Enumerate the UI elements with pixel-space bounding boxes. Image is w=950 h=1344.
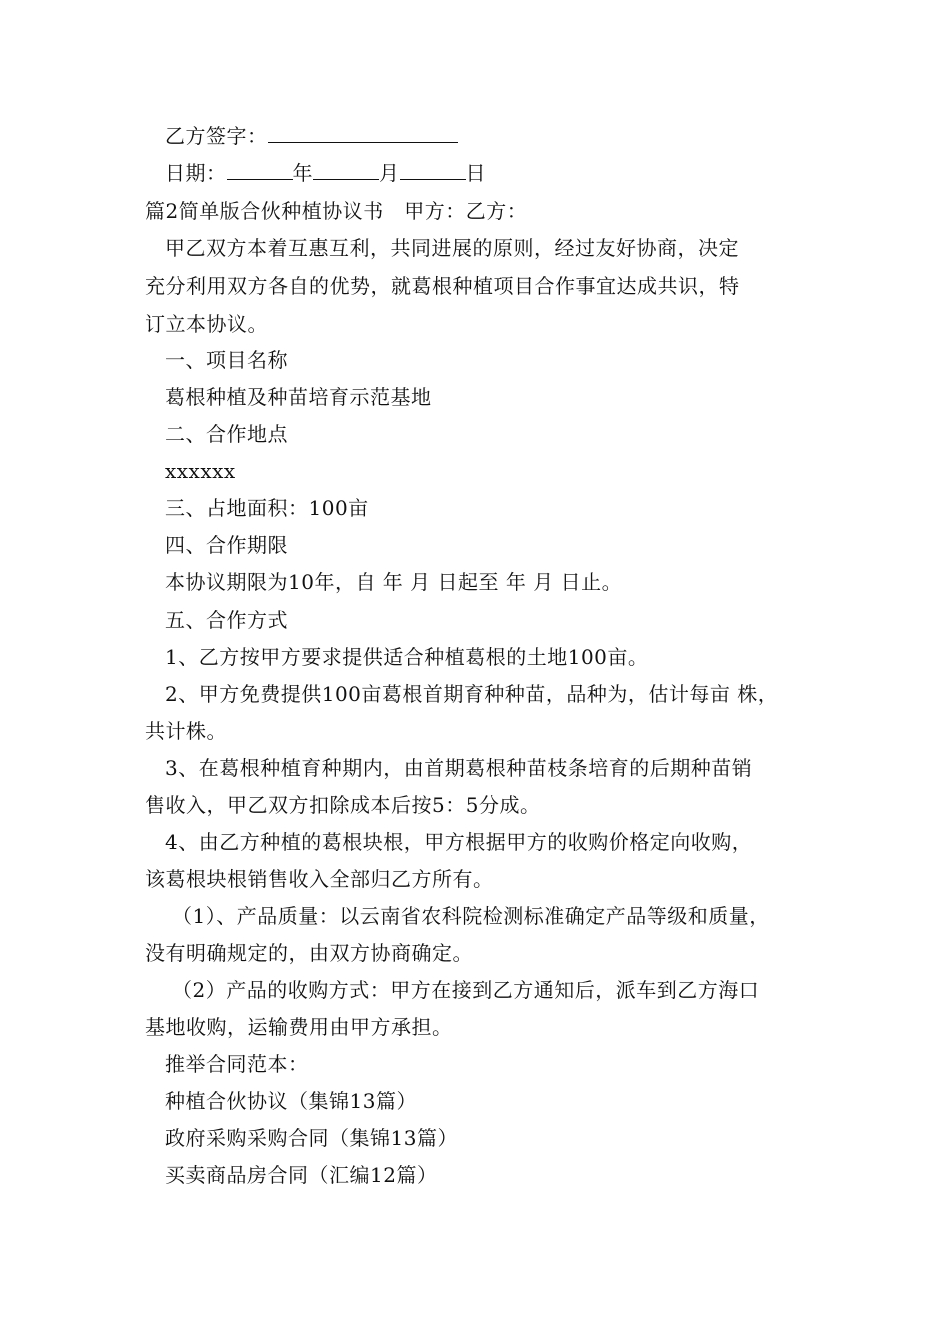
agreement-heading: 篇2简单版合伙种植协议书 甲方：乙方： (145, 199, 528, 223)
month-blank (313, 161, 379, 180)
subitem-2-line-1: （2）产品的收购方式：甲方在接到乙方通知后，派车到乙方海口 (172, 978, 760, 1002)
item-2-line-1: 2、甲方免费提供100亩葛根首期育种种苗，品种为，估计每亩 株， (165, 682, 779, 706)
section-4-title: 四、合作期限 (165, 533, 288, 557)
intro-line-2: 充分利用双方各自的优势，就葛根种植项目合作事宜达成共识，特 (145, 274, 740, 298)
subitem-1-line-1: （1）、产品质量：以云南省农科院检测标准确定产品等级和质量， (172, 904, 770, 928)
signature-blank (268, 124, 458, 143)
item-2-line-2: 共计株。 (145, 719, 227, 743)
section-1-body: 葛根种植及种苗培育示范基地 (165, 385, 432, 409)
month-label: 月 (379, 161, 400, 185)
section-5-title: 五、合作方式 (165, 608, 288, 632)
day-label: 日 (465, 161, 486, 185)
date-label: 日期： (165, 161, 227, 185)
year-label: 年 (292, 161, 313, 185)
section-3-title: 三、占地面积：100亩 (165, 496, 369, 520)
section-4-body: 本协议期限为10年，自 年 月 日起至 年 月 日止。 (165, 570, 623, 594)
intro-line-1: 甲乙双方本着互惠互利，共同进展的原则，经过友好协商，决定 (165, 236, 739, 260)
date-line (165, 160, 486, 186)
signature-line (165, 123, 458, 149)
year-blank (227, 161, 293, 180)
day-blank (400, 161, 466, 180)
recommend-link-3[interactable]: 买卖商品房合同（汇编12篇） (165, 1163, 438, 1187)
subitem-1-line-2: 没有明确规定的，由双方协商确定。 (145, 941, 473, 965)
item-4-line-1: 4、由乙方种植的葛根块根，甲方根据甲方的收购价格定向收购， (165, 830, 753, 854)
intro-line-3: 订立本协议。 (145, 312, 268, 336)
item-3-line-2: 售收入，甲乙双方扣除成本后按5：5分成。 (145, 793, 541, 817)
recommend-link-1[interactable]: 种植合伙协议（集锦13篇） (165, 1089, 417, 1113)
section-2-body: xxxxxx (165, 459, 236, 483)
section-2-title: 二、合作地点 (165, 422, 288, 446)
item-3-line-1: 3、在葛根种植育种期内，由首期葛根种苗枝条培育的后期种苗销 (165, 756, 753, 780)
subitem-2-line-2: 基地收购，运输费用由甲方承担。 (145, 1015, 453, 1039)
signature-label: 乙方签字： (165, 124, 268, 148)
recommend-link-2[interactable]: 政府采购采购合同（集锦13篇） (165, 1126, 458, 1150)
recommend-title: 推举合同范本： (165, 1052, 309, 1076)
item-4-line-2: 该葛根块根销售收入全部归乙方所有。 (145, 867, 494, 891)
item-1: 1、乙方按甲方要求提供适合种植葛根的土地100亩。 (165, 645, 649, 669)
section-1-title: 一、项目名称 (165, 348, 288, 372)
